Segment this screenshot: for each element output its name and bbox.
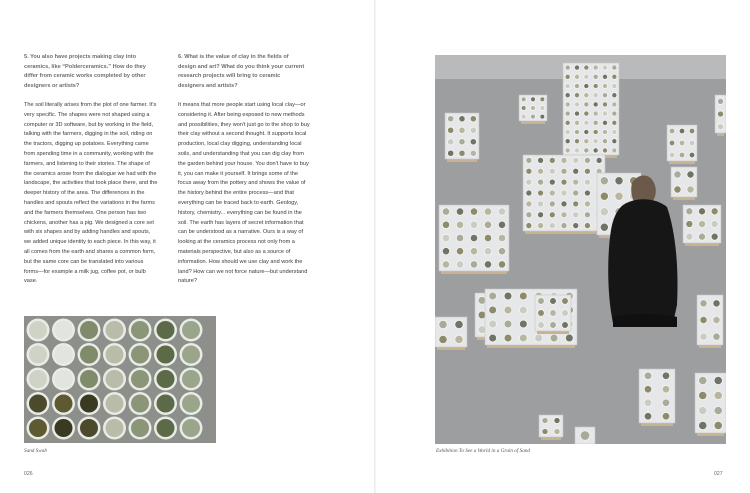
sample-dish [78,368,101,391]
sample-dish [154,319,177,342]
answer-6: It means that more people start using local clay—or considering it. After being exposed to new methods and possibilities, they won't just go to the shop to buy their clay without a second thought. It supports local production, local clay digging, understanding local soils, and understanding that you can dig clay from the garden behind your house. You don't have to buy it, you can make it yourself. It brings some of the focus away from the pottery and shows the value of the history behind the entire process—and that everything can be traced back to earth. Geology, history, chemistry... everything can be found in the soil. The earth has layers of secret information that can be understood as a narrative. Ours is a way of looking at the ceramics process not only from a materials perspective, but also as a source of information. How should we use clay and work the land? How can we not force nature—but understand nature? [178,102,310,285]
sample-dish [154,368,177,391]
sample-dish [129,343,152,366]
sample-dish [154,417,177,440]
sample-dish [27,368,50,391]
exhibition-scene [435,55,726,444]
answer-5: The soil literally arises from the plot of one farmer. It's very specific. The shapes were not shaped using a computer or 3D software, but by working in the field, talking with the farmers, digging in the soil, riding on the tractors, digging up potatoes. Everything came from spending time in a community, working with the farmers, and listening to their stories. The shape of the ceramics arose from the dialogue we had with the landscape, the activities that took place there, and the deeper history of the area. The differences in the handles and spouts reflect the variations in the farms and the farmers themselves. One person has two chickens, another has a pig. We designed a core set with six shapes and by adding handles and spouts, we added unique identity to each piece. In this way, it all comes from the earth and shares a common form, but the same core can be translated into various forms—for example a milk jug, coffee pot, or bulb vase. [24,102,158,285]
sample-dish [129,319,152,342]
sample-dish [180,343,203,366]
sample-dish [103,343,126,366]
question-5: 5. You also have projects making clay into ceramics, like “Polderceramics.” How do they differ from ceramic works completed by other designers or artists? [24,54,146,89]
sample-dish [27,319,50,342]
sand-swab-photo [24,316,216,443]
sample-dish [129,392,152,415]
sample-dish [27,343,50,366]
sample-dish-grid [24,316,216,443]
sample-dish [180,392,203,415]
exhibition-photo [435,55,726,444]
sample-dish [27,392,50,415]
sample-dish [154,343,177,366]
sample-dish [180,368,203,391]
sample-dish [129,417,152,440]
sample-dish [129,368,152,391]
sample-dish [78,392,101,415]
left-image-caption: Sand Swab [24,448,47,454]
sample-dish [52,368,75,391]
sample-dish [103,319,126,342]
sample-dish [52,417,75,440]
right-image-caption: Exhibition To See a World in a Grain of Sand [436,448,531,454]
page-gutter [374,0,376,493]
sample-dish [180,417,203,440]
sample-dish [52,392,75,415]
question-6: 6. What is the value of clay in the fields of design and art? What do you think your current research projects will bring to ceramic designers and artists? [178,54,305,89]
sample-dish [180,319,203,342]
sample-dish [154,392,177,415]
page-number-right: 027 [714,471,723,477]
sample-dish [52,343,75,366]
sample-dish [103,392,126,415]
sample-dish [103,417,126,440]
sample-dish [27,417,50,440]
sample-dish [78,343,101,366]
sample-dish [78,417,101,440]
sample-dish [103,368,126,391]
sample-dish [78,319,101,342]
sample-dish [52,319,75,342]
page-number-left: 026 [24,471,33,477]
